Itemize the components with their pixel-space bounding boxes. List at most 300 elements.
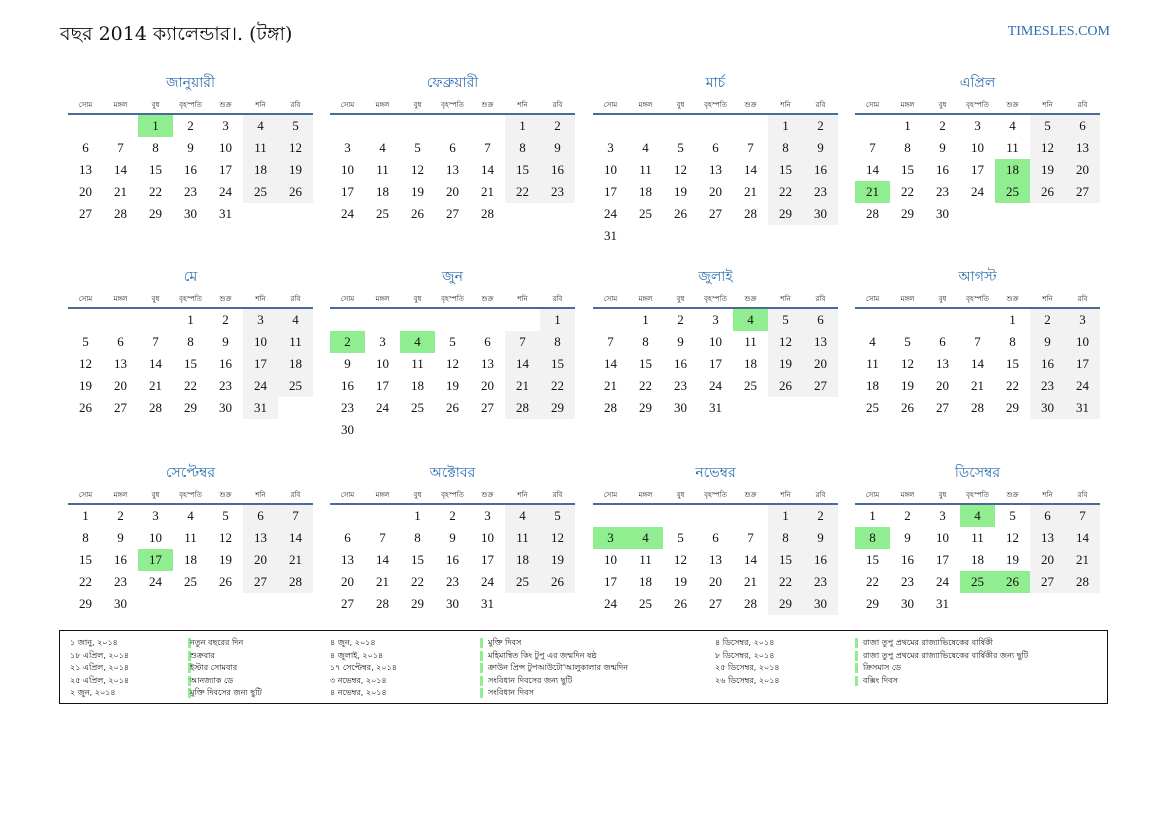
- day-cell[interactable]: 24: [243, 375, 278, 397]
- day-cell[interactable]: 22: [411, 574, 424, 589]
- day-cell[interactable]: 9: [904, 530, 911, 545]
- day-cell[interactable]: 9: [803, 527, 838, 549]
- day-cell[interactable]: 21: [278, 549, 313, 571]
- day-cell[interactable]: 12: [674, 552, 687, 567]
- day-cell[interactable]: 19: [674, 574, 687, 589]
- day-cell[interactable]: 6: [1065, 115, 1100, 137]
- day-cell[interactable]: 29: [639, 400, 652, 415]
- day-cell[interactable]: 22: [768, 571, 803, 593]
- day-cell[interactable]: 20: [114, 378, 127, 393]
- day-cell[interactable]: 27: [481, 400, 494, 415]
- day-cell[interactable]: 12: [411, 162, 424, 177]
- day-cell[interactable]: 1: [540, 309, 575, 331]
- day-cell[interactable]: 11: [639, 162, 652, 177]
- day-cell[interactable]: 14: [971, 356, 984, 371]
- day-cell[interactable]: 21: [1065, 549, 1100, 571]
- day-cell[interactable]: 2: [222, 312, 229, 327]
- day-cell[interactable]: 26: [278, 181, 313, 203]
- day-cell[interactable]: 3: [939, 508, 946, 523]
- day-cell[interactable]: 26: [411, 206, 424, 221]
- day-cell[interactable]: 28: [481, 206, 494, 221]
- day-cell[interactable]: 15: [540, 353, 575, 375]
- day-cell[interactable]: 13: [114, 356, 127, 371]
- day-cell[interactable]: 2: [1030, 309, 1065, 331]
- day-cell[interactable]: 15: [866, 552, 879, 567]
- day-cell[interactable]: 29: [768, 203, 803, 225]
- day-cell[interactable]: 6: [117, 334, 124, 349]
- day-cell[interactable]: 27: [79, 206, 92, 221]
- day-cell[interactable]: 14: [505, 353, 540, 375]
- day-cell[interactable]: 7: [505, 331, 540, 353]
- day-cell[interactable]: 17: [709, 356, 722, 371]
- day-cell[interactable]: 5: [677, 140, 684, 155]
- day-cell[interactable]: 26: [219, 574, 232, 589]
- day-cell[interactable]: 11: [505, 527, 540, 549]
- day-cell[interactable]: 3: [974, 118, 981, 133]
- day-cell[interactable]: 22: [866, 574, 879, 589]
- day-cell[interactable]: 9: [677, 334, 684, 349]
- day-cell[interactable]: 6: [803, 309, 838, 331]
- day-cell[interactable]: 31: [604, 228, 617, 243]
- holiday-day-cell[interactable]: 18: [995, 159, 1030, 181]
- day-cell[interactable]: 20: [341, 574, 354, 589]
- day-cell[interactable]: 23: [674, 378, 687, 393]
- day-cell[interactable]: 27: [803, 375, 838, 397]
- day-cell[interactable]: 19: [446, 378, 459, 393]
- holiday-day-cell[interactable]: 4: [960, 505, 995, 527]
- day-cell[interactable]: 9: [803, 137, 838, 159]
- day-cell[interactable]: 2: [677, 312, 684, 327]
- day-cell[interactable]: 8: [1009, 334, 1016, 349]
- day-cell[interactable]: 8: [768, 527, 803, 549]
- day-cell[interactable]: 19: [1030, 159, 1065, 181]
- day-cell[interactable]: 16: [1030, 353, 1065, 375]
- day-cell[interactable]: 23: [114, 574, 127, 589]
- day-cell[interactable]: 14: [744, 162, 757, 177]
- day-cell[interactable]: 7: [1065, 505, 1100, 527]
- day-cell[interactable]: 7: [974, 334, 981, 349]
- day-cell[interactable]: 9: [1030, 331, 1065, 353]
- day-cell[interactable]: 6: [344, 530, 351, 545]
- day-cell[interactable]: 26: [901, 400, 914, 415]
- day-cell[interactable]: 5: [1009, 508, 1016, 523]
- day-cell[interactable]: 16: [219, 356, 232, 371]
- day-cell[interactable]: 24: [219, 184, 232, 199]
- day-cell[interactable]: 27: [1065, 181, 1100, 203]
- day-cell[interactable]: 16: [446, 552, 459, 567]
- day-cell[interactable]: 24: [341, 206, 354, 221]
- day-cell[interactable]: 4: [278, 309, 313, 331]
- day-cell[interactable]: 9: [344, 356, 351, 371]
- day-cell[interactable]: 1: [642, 312, 649, 327]
- day-cell[interactable]: 3: [222, 118, 229, 133]
- day-cell[interactable]: 24: [971, 184, 984, 199]
- day-cell[interactable]: 28: [505, 397, 540, 419]
- day-cell[interactable]: 11: [744, 334, 757, 349]
- day-cell[interactable]: 26: [540, 571, 575, 593]
- day-cell[interactable]: 26: [674, 596, 687, 611]
- day-cell[interactable]: 30: [341, 422, 354, 437]
- day-cell[interactable]: 4: [1009, 118, 1016, 133]
- day-cell[interactable]: 19: [1006, 552, 1019, 567]
- day-cell[interactable]: 4: [187, 508, 194, 523]
- day-cell[interactable]: 1: [869, 508, 876, 523]
- day-cell[interactable]: 7: [278, 505, 313, 527]
- day-cell[interactable]: 18: [866, 378, 879, 393]
- day-cell[interactable]: 27: [709, 596, 722, 611]
- day-cell[interactable]: 28: [149, 400, 162, 415]
- day-cell[interactable]: 21: [604, 378, 617, 393]
- holiday-day-cell[interactable]: 8: [855, 527, 890, 549]
- day-cell[interactable]: 1: [414, 508, 421, 523]
- day-cell[interactable]: 21: [744, 574, 757, 589]
- day-cell[interactable]: 18: [971, 552, 984, 567]
- day-cell[interactable]: 30: [184, 206, 197, 221]
- holiday-day-cell[interactable]: 25: [960, 571, 995, 593]
- day-cell[interactable]: 11: [184, 530, 197, 545]
- day-cell[interactable]: 24: [481, 574, 494, 589]
- day-cell[interactable]: 14: [149, 356, 162, 371]
- day-cell[interactable]: 18: [744, 356, 757, 371]
- day-cell[interactable]: 13: [446, 162, 459, 177]
- day-cell[interactable]: 28: [971, 400, 984, 415]
- day-cell[interactable]: 5: [768, 309, 803, 331]
- day-cell[interactable]: 5: [449, 334, 456, 349]
- day-cell[interactable]: 21: [505, 375, 540, 397]
- day-cell[interactable]: 1: [768, 115, 803, 137]
- day-cell[interactable]: 19: [278, 159, 313, 181]
- day-cell[interactable]: 8: [82, 530, 89, 545]
- holiday-day-cell[interactable]: 4: [733, 309, 768, 331]
- day-cell[interactable]: 24: [149, 574, 162, 589]
- day-cell[interactable]: 30: [114, 596, 127, 611]
- day-cell[interactable]: 31: [219, 206, 232, 221]
- day-cell[interactable]: 10: [243, 331, 278, 353]
- day-cell[interactable]: 25: [184, 574, 197, 589]
- day-cell[interactable]: 1: [505, 115, 540, 137]
- day-cell[interactable]: 23: [341, 400, 354, 415]
- day-cell[interactable]: 13: [79, 162, 92, 177]
- day-cell[interactable]: 23: [540, 181, 575, 203]
- day-cell[interactable]: 27: [446, 206, 459, 221]
- day-cell[interactable]: 13: [341, 552, 354, 567]
- day-cell[interactable]: 30: [446, 596, 459, 611]
- day-cell[interactable]: 18: [184, 552, 197, 567]
- day-cell[interactable]: 9: [939, 140, 946, 155]
- day-cell[interactable]: 13: [709, 162, 722, 177]
- day-cell[interactable]: 12: [446, 356, 459, 371]
- day-cell[interactable]: 10: [219, 140, 232, 155]
- day-cell[interactable]: 20: [936, 378, 949, 393]
- day-cell[interactable]: 1: [904, 118, 911, 133]
- holiday-day-cell[interactable]: 2: [330, 331, 365, 353]
- day-cell[interactable]: 17: [481, 552, 494, 567]
- day-cell[interactable]: 18: [243, 159, 278, 181]
- day-cell[interactable]: 16: [803, 549, 838, 571]
- day-cell[interactable]: 16: [540, 159, 575, 181]
- day-cell[interactable]: 28: [866, 206, 879, 221]
- day-cell[interactable]: 1: [82, 508, 89, 523]
- day-cell[interactable]: 3: [243, 309, 278, 331]
- day-cell[interactable]: 7: [379, 530, 386, 545]
- day-cell[interactable]: 20: [709, 574, 722, 589]
- day-cell[interactable]: 23: [803, 181, 838, 203]
- day-cell[interactable]: 9: [117, 530, 124, 545]
- day-cell[interactable]: 5: [540, 505, 575, 527]
- day-cell[interactable]: 12: [540, 527, 575, 549]
- day-cell[interactable]: 6: [712, 140, 719, 155]
- day-cell[interactable]: 16: [341, 378, 354, 393]
- day-cell[interactable]: 15: [1006, 356, 1019, 371]
- day-cell[interactable]: 25: [639, 596, 652, 611]
- day-cell[interactable]: 7: [117, 140, 124, 155]
- day-cell[interactable]: 10: [149, 530, 162, 545]
- day-cell[interactable]: 29: [901, 206, 914, 221]
- day-cell[interactable]: 25: [376, 206, 389, 221]
- day-cell[interactable]: 4: [869, 334, 876, 349]
- day-cell[interactable]: 10: [341, 162, 354, 177]
- day-cell[interactable]: 2: [939, 118, 946, 133]
- day-cell[interactable]: 28: [114, 206, 127, 221]
- day-cell[interactable]: 11: [376, 162, 389, 177]
- day-cell[interactable]: 24: [1065, 375, 1100, 397]
- day-cell[interactable]: 14: [604, 356, 617, 371]
- day-cell[interactable]: 7: [747, 140, 754, 155]
- day-cell[interactable]: 27: [1030, 571, 1065, 593]
- day-cell[interactable]: 20: [803, 353, 838, 375]
- day-cell[interactable]: 18: [639, 574, 652, 589]
- holiday-day-cell[interactable]: 1: [138, 115, 173, 137]
- day-cell[interactable]: 12: [674, 162, 687, 177]
- day-cell[interactable]: 7: [869, 140, 876, 155]
- day-cell[interactable]: 11: [971, 530, 984, 545]
- day-cell[interactable]: 20: [446, 184, 459, 199]
- day-cell[interactable]: 8: [505, 137, 540, 159]
- holiday-day-cell[interactable]: 4: [628, 527, 663, 549]
- day-cell[interactable]: 13: [243, 527, 278, 549]
- day-cell[interactable]: 2: [540, 115, 575, 137]
- day-cell[interactable]: 14: [481, 162, 494, 177]
- day-cell[interactable]: 27: [341, 596, 354, 611]
- day-cell[interactable]: 10: [936, 530, 949, 545]
- day-cell[interactable]: 4: [379, 140, 386, 155]
- day-cell[interactable]: 28: [744, 206, 757, 221]
- day-cell[interactable]: 28: [744, 596, 757, 611]
- day-cell[interactable]: 5: [1030, 115, 1065, 137]
- day-cell[interactable]: 12: [79, 356, 92, 371]
- day-cell[interactable]: 27: [114, 400, 127, 415]
- day-cell[interactable]: 5: [278, 115, 313, 137]
- day-cell[interactable]: 10: [709, 334, 722, 349]
- day-cell[interactable]: 10: [481, 530, 494, 545]
- day-cell[interactable]: 12: [768, 331, 803, 353]
- day-cell[interactable]: 9: [222, 334, 229, 349]
- day-cell[interactable]: 22: [184, 378, 197, 393]
- day-cell[interactable]: 18: [505, 549, 540, 571]
- day-cell[interactable]: 14: [278, 527, 313, 549]
- day-cell[interactable]: 30: [803, 593, 838, 615]
- day-cell[interactable]: 19: [411, 184, 424, 199]
- day-cell[interactable]: 5: [677, 530, 684, 545]
- day-cell[interactable]: 11: [243, 137, 278, 159]
- day-cell[interactable]: 21: [114, 184, 127, 199]
- day-cell[interactable]: 15: [768, 549, 803, 571]
- day-cell[interactable]: 15: [79, 552, 92, 567]
- day-cell[interactable]: 13: [481, 356, 494, 371]
- day-cell[interactable]: 1: [187, 312, 194, 327]
- day-cell[interactable]: 16: [901, 552, 914, 567]
- day-cell[interactable]: 15: [411, 552, 424, 567]
- day-cell[interactable]: 17: [936, 552, 949, 567]
- day-cell[interactable]: 15: [639, 356, 652, 371]
- day-cell[interactable]: 6: [449, 140, 456, 155]
- day-cell[interactable]: 19: [901, 378, 914, 393]
- day-cell[interactable]: 27: [243, 571, 278, 593]
- day-cell[interactable]: 24: [604, 596, 617, 611]
- day-cell[interactable]: 3: [344, 140, 351, 155]
- holiday-day-cell[interactable]: 25: [995, 181, 1030, 203]
- day-cell[interactable]: 22: [639, 378, 652, 393]
- day-cell[interactable]: 3: [379, 334, 386, 349]
- day-cell[interactable]: 16: [114, 552, 127, 567]
- day-cell[interactable]: 18: [639, 184, 652, 199]
- day-cell[interactable]: 23: [901, 574, 914, 589]
- day-cell[interactable]: 29: [768, 593, 803, 615]
- day-cell[interactable]: 10: [971, 140, 984, 155]
- day-cell[interactable]: 16: [184, 162, 197, 177]
- day-cell[interactable]: 5: [222, 508, 229, 523]
- day-cell[interactable]: 14: [866, 162, 879, 177]
- day-cell[interactable]: 6: [712, 530, 719, 545]
- day-cell[interactable]: 16: [936, 162, 949, 177]
- day-cell[interactable]: 16: [803, 159, 838, 181]
- day-cell[interactable]: 29: [1006, 400, 1019, 415]
- day-cell[interactable]: 3: [607, 140, 614, 155]
- day-cell[interactable]: 22: [768, 181, 803, 203]
- day-cell[interactable]: 13: [803, 331, 838, 353]
- day-cell[interactable]: 21: [481, 184, 494, 199]
- day-cell[interactable]: 31: [243, 397, 278, 419]
- day-cell[interactable]: 26: [446, 400, 459, 415]
- day-cell[interactable]: 23: [219, 378, 232, 393]
- day-cell[interactable]: 31: [936, 596, 949, 611]
- day-cell[interactable]: 9: [540, 137, 575, 159]
- holiday-day-cell[interactable]: 26: [995, 571, 1030, 593]
- day-cell[interactable]: 19: [219, 552, 232, 567]
- day-cell[interactable]: 21: [149, 378, 162, 393]
- day-cell[interactable]: 14: [376, 552, 389, 567]
- day-cell[interactable]: 12: [901, 356, 914, 371]
- day-cell[interactable]: 29: [540, 397, 575, 419]
- day-cell[interactable]: 28: [1065, 571, 1100, 593]
- day-cell[interactable]: 22: [79, 574, 92, 589]
- day-cell[interactable]: 25: [411, 400, 424, 415]
- day-cell[interactable]: 14: [1065, 527, 1100, 549]
- day-cell[interactable]: 17: [219, 162, 232, 177]
- day-cell[interactable]: 2: [187, 118, 194, 133]
- day-cell[interactable]: 2: [449, 508, 456, 523]
- day-cell[interactable]: 27: [709, 206, 722, 221]
- day-cell[interactable]: 8: [768, 137, 803, 159]
- day-cell[interactable]: 2: [904, 508, 911, 523]
- day-cell[interactable]: 7: [484, 140, 491, 155]
- day-cell[interactable]: 4: [505, 505, 540, 527]
- day-cell[interactable]: 30: [936, 206, 949, 221]
- day-cell[interactable]: 8: [540, 331, 575, 353]
- day-cell[interactable]: 11: [866, 356, 879, 371]
- day-cell[interactable]: 27: [936, 400, 949, 415]
- day-cell[interactable]: 19: [540, 549, 575, 571]
- day-cell[interactable]: 9: [187, 140, 194, 155]
- day-cell[interactable]: 2: [803, 115, 838, 137]
- holiday-day-cell[interactable]: 3: [593, 527, 628, 549]
- day-cell[interactable]: 11: [411, 356, 424, 371]
- day-cell[interactable]: 24: [376, 400, 389, 415]
- day-cell[interactable]: 17: [604, 574, 617, 589]
- day-cell[interactable]: 26: [674, 206, 687, 221]
- holiday-day-cell[interactable]: 4: [400, 331, 435, 353]
- day-cell[interactable]: 25: [505, 571, 540, 593]
- day-cell[interactable]: 22: [149, 184, 162, 199]
- day-cell[interactable]: 30: [1030, 397, 1065, 419]
- day-cell[interactable]: 26: [79, 400, 92, 415]
- holiday-day-cell[interactable]: 21: [855, 181, 890, 203]
- day-cell[interactable]: 18: [376, 184, 389, 199]
- day-cell[interactable]: 15: [768, 159, 803, 181]
- day-cell[interactable]: 8: [152, 140, 159, 155]
- day-cell[interactable]: 13: [709, 552, 722, 567]
- day-cell[interactable]: 29: [149, 206, 162, 221]
- day-cell[interactable]: 11: [639, 552, 652, 567]
- day-cell[interactable]: 20: [1030, 549, 1065, 571]
- day-cell[interactable]: 19: [674, 184, 687, 199]
- day-cell[interactable]: 20: [709, 184, 722, 199]
- day-cell[interactable]: 8: [642, 334, 649, 349]
- day-cell[interactable]: 24: [709, 378, 722, 393]
- day-cell[interactable]: 12: [219, 530, 232, 545]
- day-cell[interactable]: 18: [278, 353, 313, 375]
- day-cell[interactable]: 11: [1006, 140, 1019, 155]
- day-cell[interactable]: 5: [904, 334, 911, 349]
- day-cell[interactable]: 25: [278, 375, 313, 397]
- day-cell[interactable]: 1: [768, 505, 803, 527]
- day-cell[interactable]: 23: [803, 571, 838, 593]
- day-cell[interactable]: 31: [709, 400, 722, 415]
- day-cell[interactable]: 22: [505, 181, 540, 203]
- day-cell[interactable]: 31: [1065, 397, 1100, 419]
- day-cell[interactable]: 25: [744, 378, 757, 393]
- day-cell[interactable]: 14: [114, 162, 127, 177]
- day-cell[interactable]: 28: [604, 400, 617, 415]
- day-cell[interactable]: 1: [1009, 312, 1016, 327]
- day-cell[interactable]: 10: [376, 356, 389, 371]
- day-cell[interactable]: 17: [1065, 353, 1100, 375]
- day-cell[interactable]: 16: [674, 356, 687, 371]
- day-cell[interactable]: 23: [1030, 375, 1065, 397]
- day-cell[interactable]: 13: [1030, 527, 1065, 549]
- day-cell[interactable]: 6: [243, 505, 278, 527]
- day-cell[interactable]: 31: [481, 596, 494, 611]
- day-cell[interactable]: 13: [1065, 137, 1100, 159]
- day-cell[interactable]: 20: [243, 549, 278, 571]
- day-cell[interactable]: 15: [505, 159, 540, 181]
- day-cell[interactable]: 6: [82, 140, 89, 155]
- day-cell[interactable]: 9: [449, 530, 456, 545]
- day-cell[interactable]: 29: [411, 596, 424, 611]
- day-cell[interactable]: 22: [540, 375, 575, 397]
- day-cell[interactable]: 24: [604, 206, 617, 221]
- day-cell[interactable]: 20: [1065, 159, 1100, 181]
